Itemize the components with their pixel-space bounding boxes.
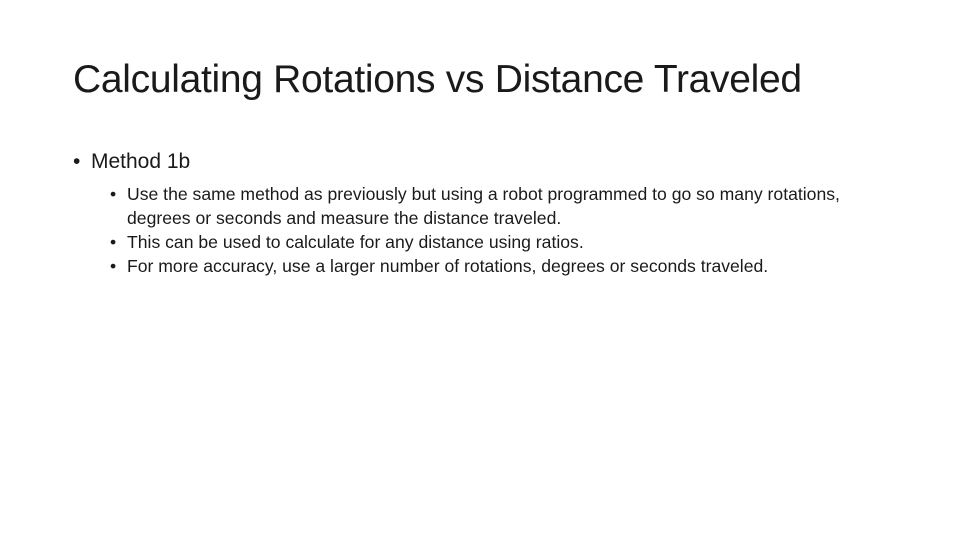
sub-bullet-list (73, 182, 893, 278)
sub-bullet-item (110, 254, 857, 278)
bullet-item-method (73, 146, 893, 178)
sub-bullet-item (110, 230, 857, 254)
sub-bullet-glyph: • (110, 256, 117, 276)
bullet-item-text: Method 1b (91, 150, 191, 173)
sub-bullet-glyph: • (110, 184, 117, 204)
slide-title: Calculating Rotations vs Distance Traveled (73, 58, 802, 101)
sub-bullet-text: This can be used to calculate for any distance using ratios. (127, 232, 584, 252)
slide-content (73, 146, 893, 278)
sub-bullet-text: For more accuracy, use a larger number of rotations, degrees or seconds traveled. (127, 256, 769, 276)
bullet-glyph: • (73, 150, 81, 173)
sub-bullet-text: Use the same method as previously but using a robot programmed to go so many rotations, degrees or seconds and measure the distance traveled. (127, 184, 840, 228)
sub-bullet-item (110, 182, 857, 230)
sub-bullet-glyph: • (110, 232, 117, 252)
